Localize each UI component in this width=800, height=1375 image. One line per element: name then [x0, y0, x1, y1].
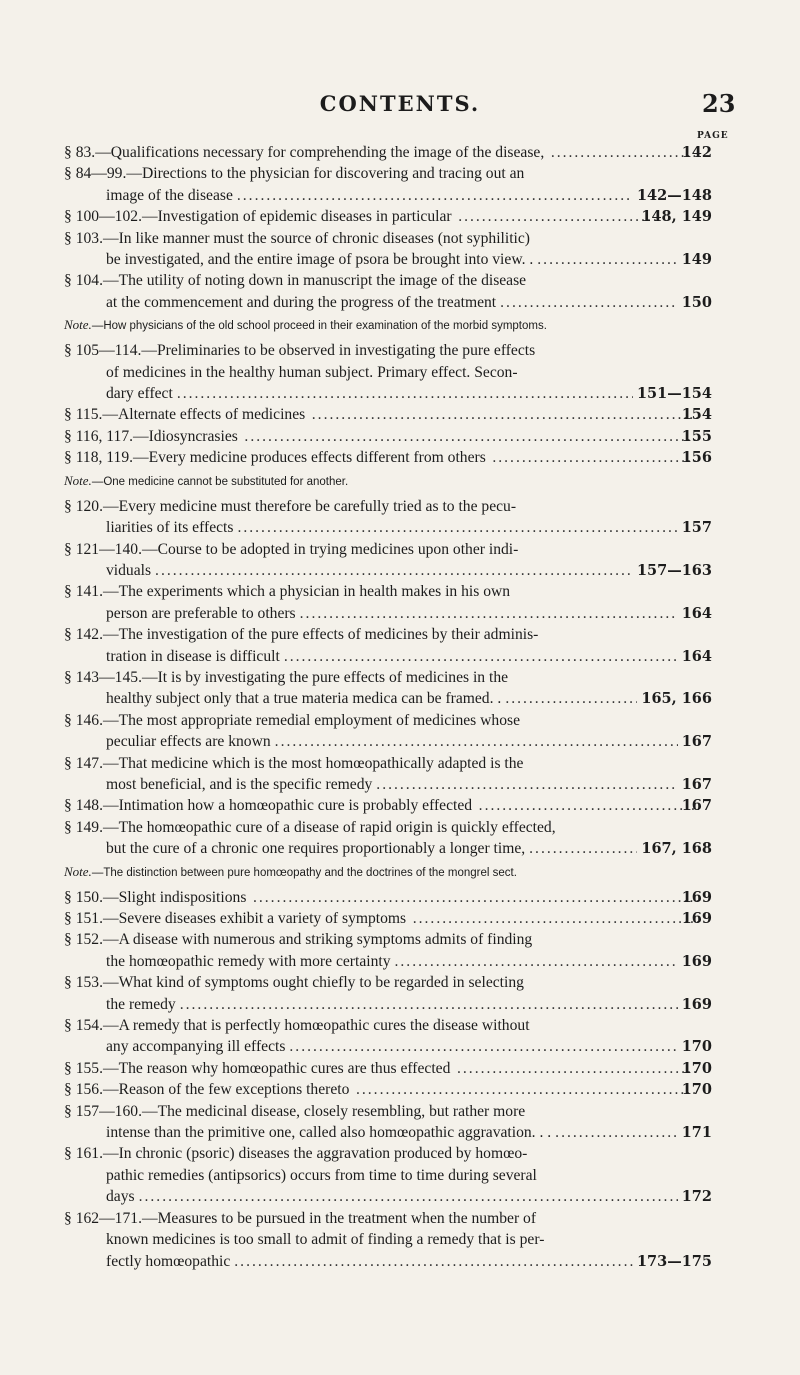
entry-page-ref: 169: [681, 888, 712, 906]
note-text: —The distinction between pure homœopathy and the doctrines of the mongrel sect.: [91, 866, 517, 879]
dot-leader: [410, 908, 699, 929]
contents-entry: [64, 340, 712, 404]
contents-entry: [64, 228, 712, 271]
contents-entry: [64, 667, 712, 710]
entry-page-ref: 171: [681, 1124, 712, 1142]
dot-leader: [529, 838, 637, 859]
dot-leader: [139, 1186, 678, 1207]
entry-page-ref: 149: [681, 251, 712, 269]
entry-text: be investigated, and the entire image of psora be brought into view. .: [106, 251, 534, 269]
entry-text: known medicines is too small to admit of finding a remedy that is per-: [106, 1231, 545, 1249]
entry-text: § 161.—In chronic (psoric) diseases the aggravation produced by homœo-: [64, 1145, 528, 1163]
dot-leader: [242, 426, 699, 447]
dot-leader: [234, 1251, 633, 1272]
entry-page-ref: 170: [681, 1038, 712, 1056]
entry-text: § 146.—The most appropriate remedial employment of medicines whose: [64, 711, 520, 729]
dot-leader: [454, 1058, 698, 1079]
contents-list: [64, 142, 712, 1272]
entry-page-ref: 173—175: [636, 1252, 712, 1270]
contents-note: [64, 473, 712, 490]
dot-leader: [476, 795, 699, 816]
dot-leader: [548, 142, 699, 163]
entry-page-ref: 142: [681, 144, 712, 161]
dot-leader: [300, 603, 678, 624]
entry-text: at the commencement and during the progress of the treatment: [106, 293, 497, 311]
page-title: CONTENTS.: [319, 91, 481, 116]
entry-text: § 148.—Intimation how a homœopathic cure is probably effected: [64, 797, 473, 815]
note-label: Note.: [64, 317, 92, 333]
dot-leader: [250, 887, 698, 908]
entry-text: § 156.—Reason of the few exceptions thereto: [64, 1081, 350, 1099]
contents-note: [64, 317, 712, 334]
entry-page-ref: 167: [681, 775, 712, 793]
entry-text: but the cure of a chronic one requires proportionably a longer time,: [106, 840, 526, 858]
dot-leader: [490, 447, 699, 468]
entry-text: § 115.—Alternate effects of medicines: [64, 406, 306, 424]
entry-text: § 157—160.—The medicinal disease, closely resembling, but rather more: [64, 1102, 526, 1120]
entry-text: image of the disease: [106, 186, 233, 204]
entry-page-ref: 167, 168: [641, 840, 712, 858]
dot-leader: [284, 646, 678, 667]
contents-entry: [64, 270, 712, 313]
entry-page-ref: 169: [681, 952, 712, 970]
entry-text: § 162—171.—Measures to be pursued in the treatment when the number of: [64, 1209, 537, 1227]
contents-entry: [64, 929, 712, 972]
dot-leader: [237, 185, 633, 206]
contents-entry: [64, 972, 712, 1015]
entry-text: § 103.—In like manner must the source of chronic diseases (not syphilitic): [64, 229, 530, 247]
contents-entry: [64, 710, 712, 753]
entry-text: § 141.—The experiments which a physician in health makes in his own: [64, 583, 511, 601]
entry-text: § 120.—Every medicine must therefore be carefully tried as to the pecu-: [64, 497, 517, 515]
contents-entry: [64, 1079, 712, 1100]
entry-page-ref: 170: [681, 1059, 712, 1077]
entry-page-ref: 148, 149: [641, 208, 712, 226]
entry-text: § 83.—Qualifications necessary for comprehending the image of the disease,: [64, 144, 545, 161]
entry-page-ref: 170: [681, 1081, 712, 1099]
entry-page-ref: 164: [681, 647, 712, 665]
entry-text: § 105—114.—Preliminaries to be observed in investigating the pure effects: [64, 342, 536, 360]
entry-page-ref: 155: [681, 427, 712, 445]
dot-leader: [555, 1122, 678, 1143]
entry-page-ref: 157—163: [636, 561, 712, 579]
entry-text: intense than the primitive one, called also homœopathic aggravation. . .: [106, 1124, 552, 1142]
entry-text: dary effect: [106, 385, 173, 403]
dot-leader: [180, 994, 678, 1015]
entry-text: most beneficial, and is the specific remedy: [106, 775, 373, 793]
entry-text: § 118, 119.—Every medicine produces effects different from others: [64, 449, 486, 467]
dot-leader: [500, 292, 678, 313]
entry-text: person are preferable to others: [106, 604, 296, 622]
entry-text: § 151.—Severe diseases exhibit a variety of symptoms: [64, 910, 407, 927]
entry-text: § 153.—What kind of symptoms ought chiefly to be regarded in selecting: [64, 974, 524, 992]
contents-entry: [64, 581, 712, 624]
entry-page-ref: 169: [681, 995, 712, 1013]
entry-text: § 154.—A remedy that is perfectly homœopathic cures the disease without: [64, 1017, 530, 1035]
entry-text: § 142.—The investigation of the pure effects of medicines by their adminis-: [64, 626, 539, 644]
contents-entry: [64, 1015, 712, 1058]
contents-entry: [64, 753, 712, 796]
entry-text: liarities of its effects: [106, 519, 234, 537]
entry-page-ref: 157: [681, 519, 712, 537]
entry-text: healthy subject only that a true materia medica can be framed. .: [106, 690, 502, 708]
entry-text: § 100—102.—Investigation of epidemic diseases in particular: [64, 208, 452, 226]
page-number: 23: [702, 89, 736, 118]
entry-text: § 143—145.—It is by investigating the pure effects of medicines in the: [64, 668, 509, 686]
dot-leader: [395, 951, 678, 972]
entry-text: § 84—99.—Directions to the physician for discovering and tracing out an: [64, 165, 525, 183]
entry-text: pathic remedies (antipsorics) occurs from time to time during several: [106, 1166, 537, 1184]
dot-leader: [275, 731, 678, 752]
dot-leader: [537, 249, 677, 270]
entry-page-ref: 142—148: [636, 186, 712, 204]
contents-entry: [64, 1208, 712, 1272]
page-column-label: PAGE: [697, 131, 729, 141]
entry-text: the remedy: [106, 995, 176, 1013]
dot-leader: [456, 206, 659, 227]
contents-entry: [64, 908, 712, 929]
entry-page-ref: 164: [681, 604, 712, 622]
note-label: Note.: [64, 472, 92, 488]
entry-text: § 150.—Slight indispositions: [64, 888, 247, 906]
dot-leader: [376, 774, 677, 795]
contents-entry: [64, 624, 712, 667]
entry-text: § 116, 117.—Idiosyncrasies: [64, 427, 238, 445]
dot-leader: [237, 517, 677, 538]
contents-entry: [64, 817, 712, 860]
entry-text: days: [106, 1188, 135, 1206]
contents-note: [64, 864, 712, 881]
contents-entry: [64, 206, 712, 227]
contents-entry: [64, 887, 712, 908]
contents-entry: [64, 404, 712, 425]
entry-page-ref: 169: [681, 910, 712, 927]
entry-text: peculiar effects are known: [106, 733, 271, 751]
contents-entry: [64, 539, 712, 582]
entry-text: § 155.—The reason why homœopathic cures are thus effected: [64, 1059, 451, 1077]
dot-leader: [289, 1036, 677, 1057]
entry-page-ref: 165, 166: [641, 690, 712, 708]
entry-text: of medicines in the healthy human subject. Primary effect. Secon-: [106, 363, 518, 381]
entry-text: the homœopathic remedy with more certainty: [106, 952, 391, 970]
contents-entry: [64, 447, 712, 468]
entry-page-ref: 150: [681, 293, 712, 311]
entry-text: any accompanying ill effects: [106, 1038, 286, 1056]
contents-entry: [64, 163, 712, 206]
entry-page-ref: 167: [681, 733, 712, 751]
contents-entry: [64, 426, 712, 447]
contents-entry: [64, 1101, 712, 1144]
entry-text: § 152.—A disease with numerous and striking symptoms admits of finding: [64, 931, 533, 949]
entry-page-ref: 151—154: [636, 385, 712, 403]
entry-text: § 147.—That medicine which is the most homœopathically adapted is the: [64, 754, 524, 772]
entry-page-ref: 167: [681, 797, 712, 815]
entry-text: § 121—140.—Course to be adopted in trying medicines upon other indi-: [64, 540, 519, 558]
note-text: —How physicians of the old school proceed in their examination of the morbid symptoms.: [91, 320, 547, 333]
entry-page-ref: 156: [681, 449, 712, 467]
entry-text: § 104.—The utility of noting down in manuscript the image of the disease: [64, 272, 527, 290]
dot-leader: [155, 560, 633, 581]
entry-text: fectly homœopathic: [106, 1252, 231, 1270]
contents-entry: [64, 1058, 712, 1079]
note-text: —One medicine cannot be substituted for another.: [91, 475, 349, 488]
contents-entry: [64, 795, 712, 816]
contents-entry: [64, 1143, 712, 1207]
contents-entry: [64, 142, 712, 163]
entry-page-ref: 154: [681, 406, 712, 424]
dot-leader: [177, 383, 633, 404]
dot-leader: [353, 1079, 698, 1100]
dot-leader: [505, 688, 637, 709]
dot-leader: [309, 404, 699, 425]
entry-text: tration in disease is difficult: [106, 647, 280, 665]
contents-entry: [64, 496, 712, 539]
note-label: Note.: [64, 863, 92, 879]
entry-text: § 149.—The homœopathic cure of a disease of rapid origin is quickly effected,: [64, 818, 556, 836]
entry-page-ref: 172: [681, 1188, 712, 1206]
entry-text: viduals: [106, 561, 152, 579]
